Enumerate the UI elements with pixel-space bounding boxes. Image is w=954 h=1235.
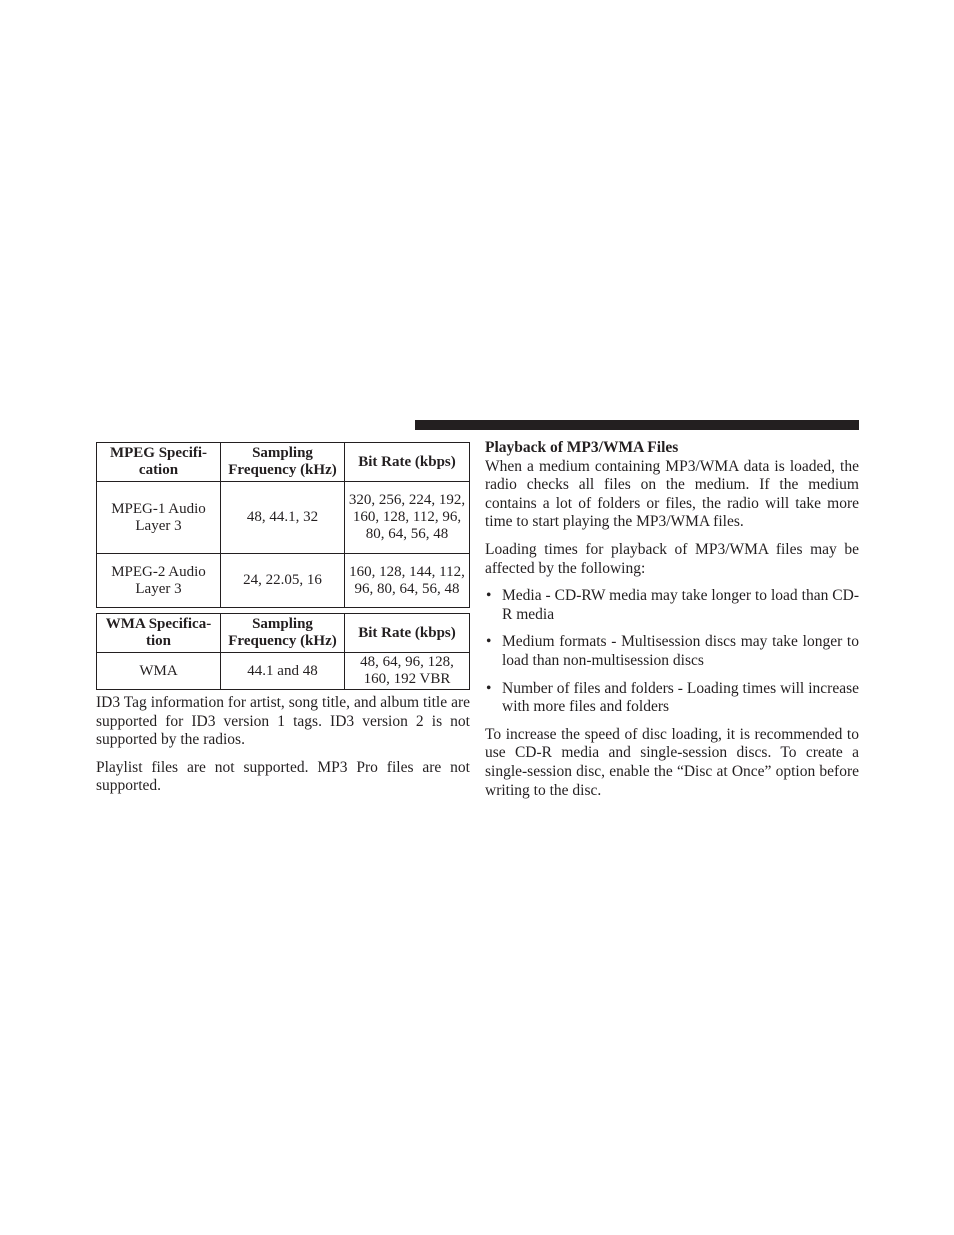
column-header: Sampling Frequency (kHz): [221, 443, 345, 482]
table-row: [97, 653, 470, 690]
section-header-bar: [415, 420, 859, 430]
column-header: Sampling Frequency (kHz): [221, 614, 345, 653]
table-cell: MPEG-1 Audio Layer 3: [97, 482, 221, 554]
list-item-text: Number of files and folders - Loading times will increase with more files and folders: [502, 679, 859, 716]
bullet-icon: •: [486, 633, 492, 651]
list-item-text: Medium formats - Multisession discs may take longer to load than non-multisession discs: [502, 633, 859, 669]
left-column: [96, 442, 470, 796]
table-cell: MPEG-2 Audio Layer 3: [97, 554, 221, 608]
table-header-row: [97, 443, 470, 482]
table-cell: 48, 44.1, 32: [221, 482, 345, 554]
table-cell: 320, 256, 224, 192, 160, 128, 112, 96, 80, 64, 56, 48: [345, 482, 470, 554]
list-item-text: Media - CD-RW media may take longer to load than CD-R media: [502, 587, 859, 623]
table-header-row: [97, 614, 470, 653]
disc-loading-tip-paragraph: To increase the speed of disc loading, it is recommended to use CD-R media and single-session discs. To create a single-session disc, enable the “Disc at Once” option before writing to the disc.: [485, 725, 859, 799]
column-header: WMA Specifica- tion: [97, 614, 221, 653]
loading-factors-list: [485, 587, 859, 717]
mpeg-spec-table: [96, 442, 470, 608]
bullet-icon: •: [486, 587, 492, 605]
table-row: [97, 554, 470, 608]
bullet-icon: •: [486, 679, 492, 697]
table-cell: 24, 22.05, 16: [221, 554, 345, 608]
column-header: MPEG Specifi- cation: [97, 443, 221, 482]
table-cell: WMA: [97, 653, 221, 690]
wma-spec-table: [96, 613, 470, 690]
table-cell: 44.1 and 48: [221, 653, 345, 690]
table-row: [97, 482, 470, 554]
loading-times-paragraph: Loading times for playback of MP3/WMA files may be affected by the following:: [485, 540, 859, 577]
column-header: Bit Rate (kbps): [345, 614, 470, 653]
list-item: [485, 633, 859, 670]
list-item: [485, 587, 859, 624]
section-heading: Playback of MP3/WMA Files: [485, 439, 679, 456]
medium-loading-paragraph: When a medium containing MP3/WMA data is loaded, the radio checks all files on the medium. If the medium contains a lot of folders or files, the radio will take more time to start playing the MP3/WMA files.: [485, 457, 859, 531]
list-item: [485, 680, 859, 717]
id3-tag-paragraph: ID3 Tag information for artist, song title, and album title are supported for ID3 version 1 tags. ID3 version 2 is not supported by the radios.: [96, 694, 470, 749]
table-cell: 48, 64, 96, 128, 160, 192 VBR: [345, 653, 470, 690]
column-header: Bit Rate (kbps): [345, 443, 470, 482]
right-column: [485, 439, 859, 800]
table-cell: 160, 128, 144, 112, 96, 80, 64, 56, 48: [345, 554, 470, 608]
playlist-paragraph: Playlist files are not supported. MP3 Pro files are not supported.: [96, 758, 470, 795]
